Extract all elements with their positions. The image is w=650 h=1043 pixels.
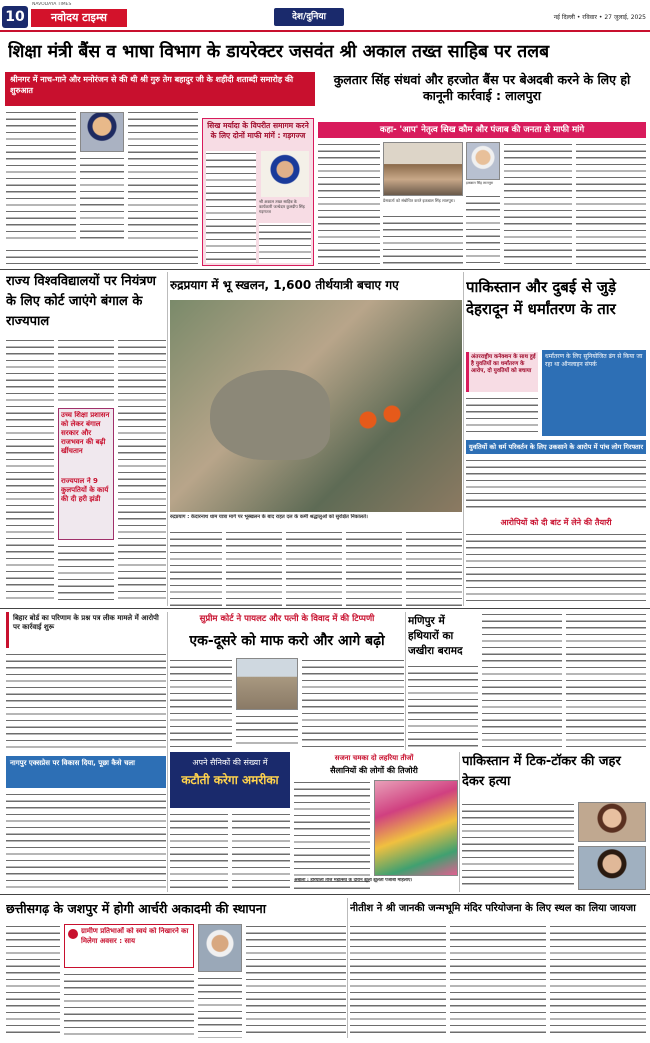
tiktok-photo-1 — [578, 802, 646, 842]
landslide-text-b — [226, 530, 282, 606]
archery-box-icon — [68, 929, 78, 939]
masthead-logo: नवोदय टाइम्स — [31, 9, 127, 27]
column-rule — [459, 752, 460, 892]
column-rule — [167, 612, 168, 892]
lalpura-photo — [466, 142, 500, 180]
archery-box-text: ग्रामीण प्रतिभाओं को स्वयं को निखारने का मिलेगा अवसर : साय — [81, 927, 189, 945]
rule — [0, 894, 650, 895]
page-number: 10 — [2, 6, 28, 28]
pak-side-box: धर्मांतरण के लिए सुनियोजित ढंग से किया जा रहा था ऑनलाइन संपर्क — [542, 350, 646, 436]
sc-text-c — [302, 658, 404, 748]
landslide-text-e — [406, 530, 462, 606]
nitish-text-a — [350, 924, 446, 1038]
teej-kicker: सजना चमका दो लहरिया तीजों — [334, 754, 414, 762]
tiktok-photo-2 — [578, 846, 646, 890]
manipur-text-c — [566, 612, 646, 748]
bengal-box-text-2: राज्यपाल ने 9 कुलपतियों के कार्य की दी हरी झंडी — [61, 477, 109, 503]
lead-right-text-b — [383, 214, 463, 266]
bengal-text-c — [58, 544, 114, 604]
nagpur-text — [6, 792, 166, 890]
column-rule — [347, 898, 348, 1038]
pak-sub-box: अंतरराष्ट्रीय कनेक्शन के साथ हुई है युवतियों का धर्मांतरण के आरोप, दो युवतियों को बचाया — [466, 352, 538, 392]
lead-left-photo — [80, 112, 124, 152]
lead-left-text-a — [6, 110, 76, 244]
sikh-box — [202, 118, 314, 266]
lead-left-text-c — [80, 156, 124, 244]
lead-left-text-d — [6, 248, 198, 264]
lead-deck-left: श्रीनगर में नाच-गाने और मनोरंजन से की थी श्री गुरु तेग बहादुर जी के शहीदी शताब्दी समारोह की शुरुआत — [5, 72, 315, 106]
landslide-text-d — [346, 530, 402, 606]
sikh-box-text-b — [259, 223, 311, 263]
dateline: नई दिल्ली • रविवार • 27 जुलाई, 2025 — [553, 14, 646, 21]
rule — [0, 608, 650, 609]
section-tag: देश/दुनिया — [274, 8, 344, 26]
soldiers-box — [170, 752, 290, 808]
teej-text — [294, 780, 370, 890]
pak-text-a — [466, 396, 538, 436]
archery-text-b — [64, 972, 194, 1038]
tiktok-headline: पाकिस्तान में टिक-टॉकर की जहर देकर हत्या — [462, 754, 621, 789]
sikh-box-text-a — [206, 151, 256, 263]
manipur-headline: मणिपुर में हथियारों का जखीरा बरामद — [408, 615, 463, 657]
pak-dubai-headline: पाकिस्तान और दुबई से जुड़े देहरादून में धर्मांतरण के तार — [466, 278, 616, 318]
rule — [0, 269, 650, 270]
lead-deck-right: कुलतार सिंह संधवां और हरजोत बैंस पर बेअदबी करने के लिए हो कानूनी कार्रवाई : लालपुरा — [333, 72, 631, 103]
tiktok-text-a — [462, 802, 574, 890]
nitish-headline: नीतीश ने श्री जानकी जन्मभूमि मंदिर परियोजना के लिए स्थल का लिया जायजा — [350, 903, 636, 914]
press-caption: प्रेसवार्ता को संबोधित करते इकबाल सिंह लालपुरा। — [383, 198, 455, 203]
lead-right-text-e — [576, 142, 646, 266]
pak-text-b — [466, 458, 646, 512]
pak-blue-band: युवतियों को धर्म परिवर्तन के लिए उकसाने के आरोप में पांच लोग गिरफ्तार — [466, 440, 646, 454]
masthead-small: NAVODAYA TIMES — [32, 2, 72, 7]
rock-shape — [210, 370, 330, 460]
archery-text-d — [246, 924, 346, 1038]
nagpur-box: नागपुर एक्सप्रेस पर विकास दिया, पूछा कैसे चला — [6, 756, 166, 788]
teej-caption: अंबाला : हरियाली तीज महोत्सव के दौरान झूला झूलती पंजाबी महिलाएं। — [294, 878, 413, 883]
bengal-text-a — [6, 338, 54, 604]
sc-text-a — [170, 658, 232, 748]
sc-text-b — [236, 714, 298, 748]
pak-text-c — [466, 532, 646, 606]
bengal-text-b — [58, 338, 114, 404]
archery-text-a — [6, 924, 60, 1038]
teej-photo — [374, 780, 458, 876]
archery-box — [64, 924, 194, 968]
pak-accused-headline: आरोपियों को दी बांट में लेने की तैयारी — [500, 518, 612, 527]
column-rule — [405, 612, 406, 750]
soldiers-kicker: अपने सैनिकों की संख्या में — [192, 758, 268, 767]
bengal-box-text-1: उच्च शिक्षा प्रशासन को लेकर बंगाल सरकार और राजभवन की बढ़ी खींचतान — [61, 411, 110, 455]
lead-right-text-a — [318, 142, 380, 266]
lead-right-text-c — [466, 194, 500, 266]
archery-text-c — [198, 976, 242, 1038]
nitish-text-c — [550, 924, 646, 1038]
supreme-court-kicker: सुप्रीम कोर्ट ने पायलट और पत्नी के विवाद में की टिप्पणी — [199, 614, 375, 624]
lalpura-caption: इकबाल सिंह लालपुरा — [466, 181, 494, 185]
landslide-text-c — [286, 530, 342, 606]
archery-photo — [198, 924, 242, 972]
landslide-caption: रुद्रप्रयाग : केदारनाथ धाम यात्रा मार्ग पर भूस्खलन के बाद राहत दल के कर्मी श्रद्धालुओं को सुरक्षित निकालते। — [170, 514, 368, 520]
sc-building-photo — [236, 658, 298, 710]
bengal-text-d — [118, 338, 166, 604]
manipur-text-b — [482, 612, 562, 748]
landslide-photo — [170, 300, 462, 512]
rescue-workers — [350, 390, 410, 450]
archery-headline: छत्तीसगढ़ के जशपुर में होगी आर्चरी अकादमी की स्थापना — [6, 901, 266, 916]
landslide-text-a — [170, 530, 222, 606]
lead-left-text-b — [128, 110, 198, 244]
sikh-box-headline: सिख मर्यादा के विपरीत समागम करने के लिए दोनों माफी मांगें : गड़गज्ज — [207, 121, 309, 140]
jathedar-caption: श्री अकाल तख्त साहिब के कार्यकारी जत्थेदार कुलदीप सिंह गड़गज्ज — [259, 199, 305, 214]
landslide-headline: रुद्रप्रयाग में भू स्खलन, 1,600 तीर्थयात्री बचाए गए — [170, 278, 399, 292]
page-header — [0, 0, 650, 32]
teej-headline: सैलानियों की लोगों की तिजोरी — [330, 766, 418, 775]
manipur-text-a — [408, 664, 478, 748]
soldiers-headline: कटौती करेगा अमरीका — [181, 773, 279, 787]
lead-pink-banner: कहा- 'आप' नेतृत्व सिख कौम और पंजाब की जनता से माफी मांगे — [318, 122, 646, 138]
bihar-box: बिहार बाेर्ड का परिणाम के प्रश्न पत्र लीक मामले में आरोपी पर कार्रवाई शुरू — [6, 612, 166, 648]
soldiers-text-b — [232, 812, 290, 890]
forgive-headline: एक-दूसरे को माफ करो और आगे बढ़ो — [189, 633, 385, 649]
bihar-text-a — [6, 652, 166, 752]
jathedar-photo — [261, 151, 309, 197]
lead-right-text-d — [504, 142, 572, 266]
column-rule — [167, 272, 168, 606]
column-rule — [463, 272, 464, 606]
nitish-text-b — [450, 924, 546, 1038]
soldiers-text-a — [170, 812, 228, 890]
press-photo — [383, 142, 463, 196]
lead-headline: शिक्षा मंत्री बैंस व भाषा विभाग के डायरेक्टर जसवंत श्री अकाल तख्त साहिब पर तलब — [8, 42, 550, 62]
bengal-box — [58, 408, 114, 540]
bengal-headline: राज्य विश्वविद्यालयों पर नियंत्रण के लिए कोर्ट जाएंगे बंगाल के राज्यपाल — [6, 274, 156, 329]
